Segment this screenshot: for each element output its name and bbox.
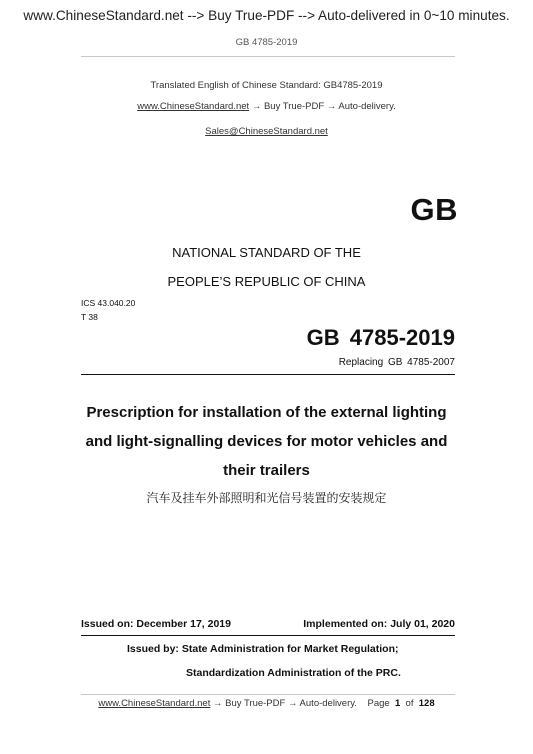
page-current: 1	[394, 698, 401, 709]
email-link[interactable]: Sales@ChineseStandard.net	[205, 126, 328, 137]
ics-code: ICS 43.040.20	[81, 298, 136, 308]
standard-number: GB 4785-2019	[306, 325, 455, 350]
document-title-chinese: 汽车及挂车外部照明和光信号装置的安装规定	[146, 491, 387, 505]
issued-by-line-2: Standardization Administration of the PRC.	[186, 667, 401, 679]
issued-by-line-1: Issued by: State Administration for Market Regulation;	[127, 643, 399, 655]
email-line	[0, 121, 533, 139]
title-divider	[81, 374, 455, 375]
top-banner: www.ChineseStandard.net --> Buy True-PDF --> Auto-delivered in 0~10 minutes.	[23, 8, 510, 23]
dates-divider	[81, 635, 455, 636]
footer-store-link[interactable]: www.ChineseStandard.net	[98, 698, 211, 709]
page-total: 128	[418, 698, 435, 709]
page-label: Page	[367, 698, 390, 709]
store-link-line	[0, 101, 533, 112]
footer-buy-text: → Buy True-PDF → Auto-delivery.	[210, 698, 357, 709]
classification-code: T 38	[81, 312, 98, 322]
national-standard-line-1: NATIONAL STANDARD OF THE	[172, 245, 361, 260]
translation-note: Translated English of Chinese Standard: GB4785-2019	[150, 80, 383, 91]
gb-logo: GB	[410, 192, 458, 227]
page-footer	[0, 698, 533, 709]
running-header-code: GB 4785-2019	[235, 37, 298, 48]
implemented-on-date: Implemented on: July 01, 2020	[303, 618, 455, 630]
footer-divider	[81, 694, 455, 695]
page-of: of	[405, 698, 414, 709]
replacing-note: Replacing GB 4785-2007	[338, 357, 455, 368]
header-divider	[81, 56, 455, 57]
document-title-line-3: their trailers	[223, 462, 310, 479]
document-title-line-1: Prescription for installation of the external lighting	[86, 404, 447, 421]
store-link[interactable]: www.ChineseStandard.net	[137, 101, 250, 112]
national-standard-line-2: PEOPLE’S REPUBLIC OF CHINA	[167, 274, 366, 289]
document-title-line-2: and light-signalling devices for motor vehicles and	[85, 433, 448, 450]
issued-on-date: Issued on: December 17, 2019	[81, 618, 231, 630]
buy-text: → Buy True-PDF → Auto-delivery.	[249, 101, 396, 112]
